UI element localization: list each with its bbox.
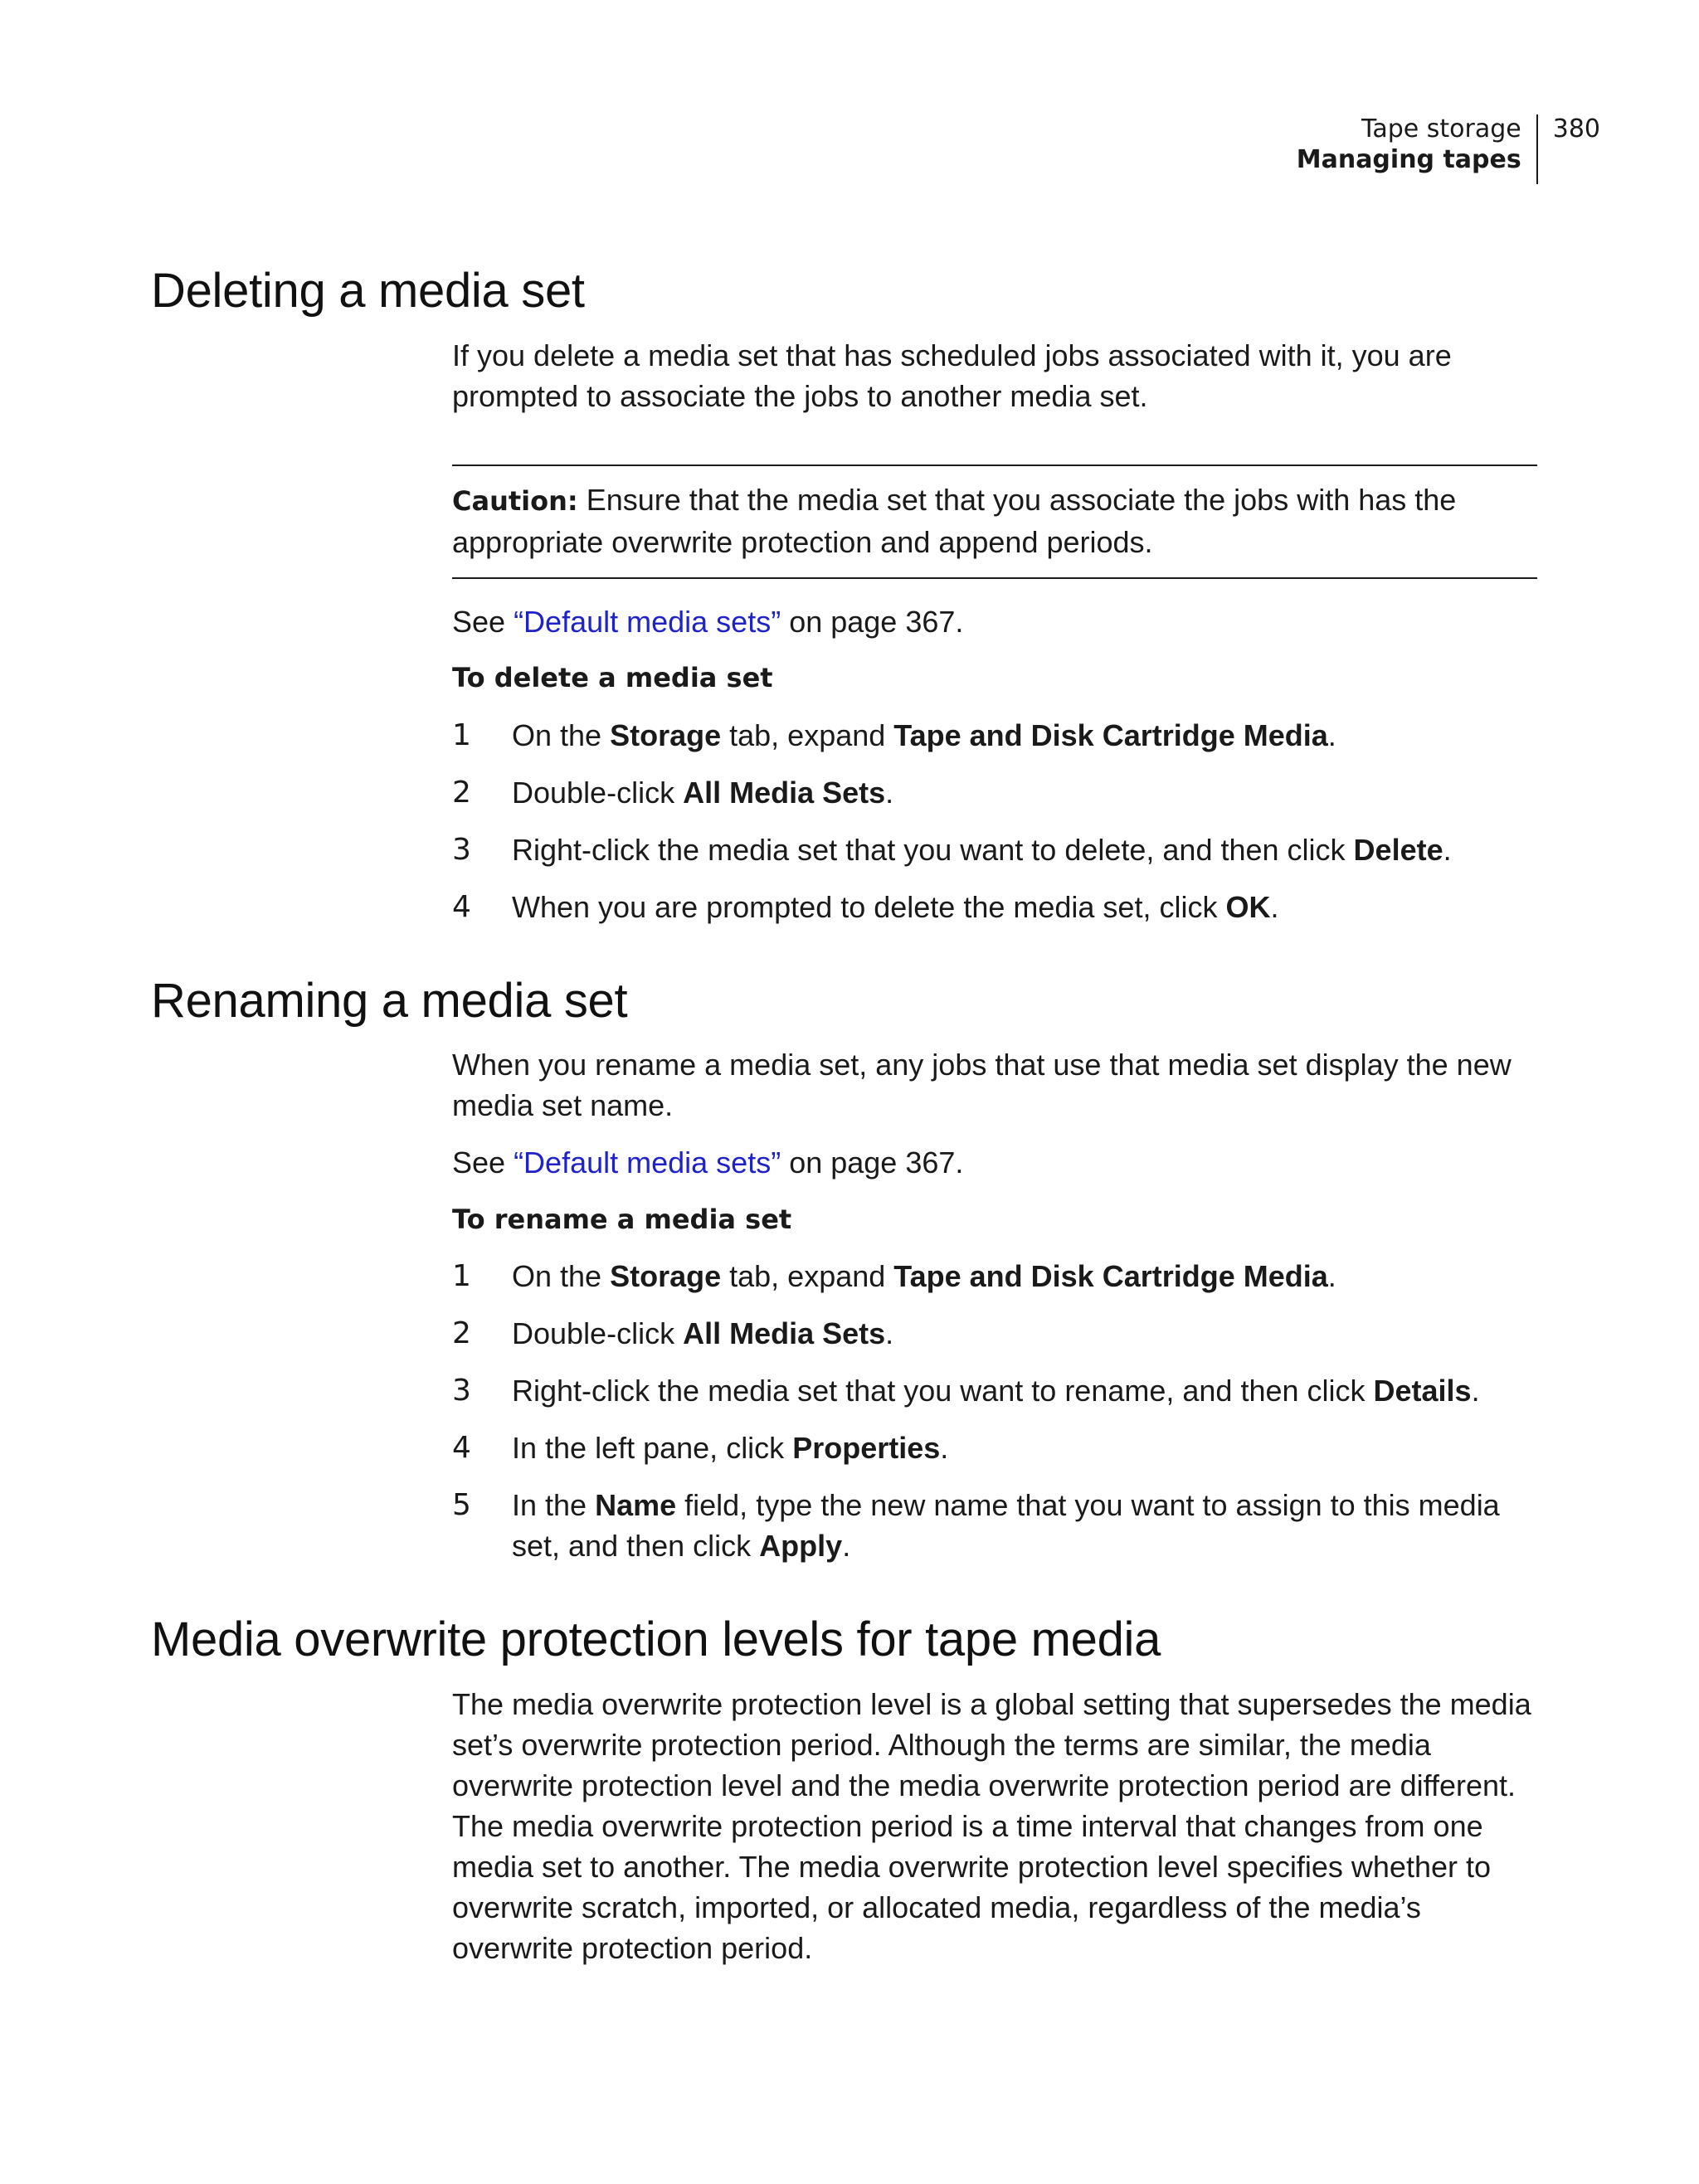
list-item <box>452 772 1539 813</box>
page-number: 380 <box>1552 114 1600 143</box>
step-number: 2 <box>452 776 471 810</box>
renaming-see-also <box>452 1142 1539 1183</box>
step-number: 5 <box>452 1488 471 1522</box>
step-text: Double-click <box>512 776 684 810</box>
running-header <box>1297 114 1600 184</box>
step-bold: Storage <box>610 718 722 752</box>
heading-deleting-media-set: Deleting a media set <box>151 264 585 318</box>
header-chapter: Tape storage <box>1361 114 1521 143</box>
caution-text: Ensure that the media set that you associate the jobs with has the appropriate overwrite protection and append periods. <box>452 483 1457 559</box>
step-text: . <box>885 1316 894 1350</box>
step-text: When you are prompted to delete the media set, click <box>512 890 1226 924</box>
list-item <box>452 1428 1539 1468</box>
overwrite-body-text: The media overwrite protection level is a global setting that supersedes the media set’s overwrite protection period. Although the terms are similar, the media overwrite protection level and the media overwrite protection period are different. The media overwrite protection period is a time interval that changes from one media set to another. The media overwrite protection level specifies whether to overwrite scratch, imported, or allocated media, regardless of the media’s overwrite protection period. <box>452 1687 1531 1965</box>
step-number: 4 <box>452 890 471 924</box>
list-item <box>452 829 1539 870</box>
step-text: In the <box>512 1488 596 1522</box>
step-text: Double-click <box>512 1316 684 1350</box>
header-section: Managing tapes <box>1296 145 1521 174</box>
step-text: tab, expand <box>721 718 894 752</box>
renaming-intro <box>452 1044 1539 1126</box>
see-suffix: on page 367. <box>781 1146 964 1180</box>
rename-steps <box>452 1256 1539 1583</box>
step-text: . <box>885 776 894 810</box>
step-bold: All Media Sets <box>683 776 886 810</box>
delete-steps <box>452 715 1539 944</box>
default-media-sets-link[interactable]: “Default media sets” <box>514 605 781 639</box>
list-item <box>452 1313 1539 1354</box>
step-text: . <box>1443 833 1452 867</box>
step-bold: Tape and Disk Cartridge Media <box>893 718 1328 752</box>
step-text: . <box>842 1529 851 1563</box>
step-text: In the left pane, click <box>512 1431 793 1465</box>
step-number: 1 <box>452 718 471 752</box>
list-item <box>452 1485 1539 1566</box>
see-suffix: on page 367. <box>781 605 964 639</box>
step-text: On the <box>512 718 611 752</box>
header-titles <box>1297 114 1538 184</box>
step-text: field, type the new name that you want to assign to this media set, and then click <box>512 1488 1500 1563</box>
see-prefix: See <box>452 1146 514 1180</box>
list-item <box>452 887 1539 927</box>
step-bold: Name <box>595 1488 677 1522</box>
step-text: . <box>1471 1374 1480 1408</box>
step-text: . <box>1327 1259 1336 1293</box>
step-number: 2 <box>452 1316 471 1350</box>
deleting-intro <box>452 335 1539 416</box>
step-number: 3 <box>452 1374 471 1408</box>
caution-box <box>452 465 1537 579</box>
step-text: On the <box>512 1259 611 1293</box>
step-bold: Details <box>1373 1374 1472 1408</box>
see-prefix: See <box>452 605 514 639</box>
step-text: Right-click the media set that you want to delete, and then click <box>512 833 1354 867</box>
step-text: . <box>1270 890 1279 924</box>
heading-renaming-media-set: Renaming a media set <box>151 974 628 1028</box>
heading-overwrite-protection-levels: Media overwrite protection levels for tape media <box>151 1612 1161 1666</box>
procedure-title-delete: To delete a media set <box>452 662 773 693</box>
step-number: 1 <box>452 1259 471 1293</box>
list-item <box>452 715 1539 756</box>
step-bold: OK <box>1225 890 1271 924</box>
step-bold: Apply <box>759 1529 843 1563</box>
deleting-intro-text: If you delete a media set that has scheduled jobs associated with it, you are prompted to associate the jobs to another media set. <box>452 338 1452 413</box>
default-media-sets-link[interactable]: “Default media sets” <box>514 1146 781 1180</box>
step-number: 3 <box>452 833 471 867</box>
step-bold: Storage <box>610 1259 722 1293</box>
step-bold: Delete <box>1353 833 1443 867</box>
deleting-see-also <box>452 601 1539 642</box>
step-bold: Tape and Disk Cartridge Media <box>893 1259 1328 1293</box>
renaming-intro-text: When you rename a media set, any jobs that use that media set display the new media set name. <box>452 1048 1512 1122</box>
step-text: . <box>940 1431 949 1465</box>
step-bold: Properties <box>792 1431 941 1465</box>
caution-label: Caution: <box>452 485 578 517</box>
list-item <box>452 1370 1539 1411</box>
step-text: tab, expand <box>721 1259 894 1293</box>
procedure-title-rename: To rename a media set <box>452 1204 792 1235</box>
overwrite-body <box>452 1684 1539 1968</box>
step-text: Right-click the media set that you want to rename, and then click <box>512 1374 1374 1408</box>
step-number: 4 <box>452 1431 471 1465</box>
step-bold: All Media Sets <box>683 1316 886 1350</box>
step-text: . <box>1327 718 1336 752</box>
list-item <box>452 1256 1539 1296</box>
